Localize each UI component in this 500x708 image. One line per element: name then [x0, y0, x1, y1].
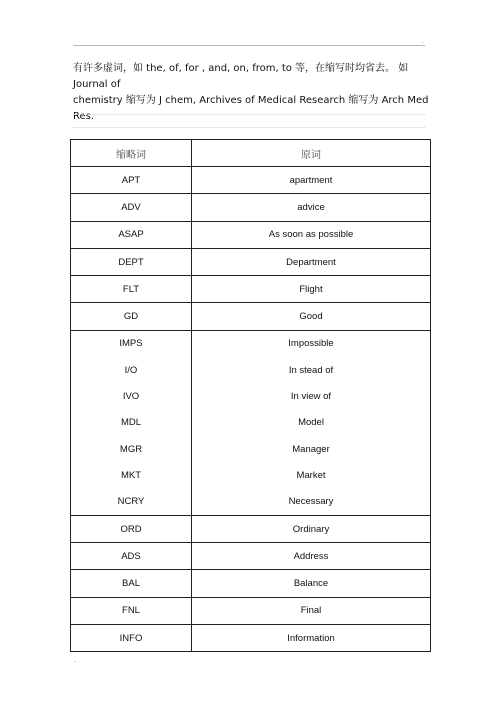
orig-cell: Final [192, 597, 431, 624]
orig-cell: Impossible [192, 330, 431, 357]
orig-cell: Necessary [192, 489, 431, 516]
abbr-cell: NCRY [71, 489, 192, 516]
orig-cell: apartment [192, 167, 431, 194]
orig-cell: In stead of [192, 357, 431, 383]
abbr-cell: DEPT [71, 248, 192, 275]
table-row [71, 194, 431, 221]
table-row [71, 489, 431, 516]
orig-cell: Address [192, 543, 431, 570]
orig-cell: Information [192, 625, 431, 652]
table-row [71, 570, 431, 597]
abbr-cell: MGR [71, 436, 192, 462]
abbreviation-table [70, 139, 431, 652]
abbr-cell: IVO [71, 383, 192, 409]
abbr-cell: ORD [71, 515, 192, 542]
abbr-cell: BAL [71, 570, 192, 597]
abbr-cell: ADV [71, 194, 192, 221]
orig-cell: advice [192, 194, 431, 221]
intro-paragraph [73, 61, 433, 125]
abbr-cell: ADS [71, 543, 192, 570]
table-row [71, 357, 431, 383]
table-row [71, 330, 431, 357]
table-row [71, 383, 431, 409]
orig-cell: Flight [192, 276, 431, 303]
table-row [71, 248, 431, 275]
footer-mark: . [74, 657, 76, 664]
orig-cell: Manager [192, 436, 431, 462]
table-row [71, 462, 431, 488]
dotted-separator [73, 114, 425, 115]
header-orig: 原词 [192, 140, 431, 167]
table-row [71, 515, 431, 542]
abbr-cell: ASAP [71, 221, 192, 248]
abbr-cell: GD [71, 303, 192, 330]
abbr-cell: I/O [71, 357, 192, 383]
orig-cell: Model [192, 410, 431, 436]
corner-mark: . [422, 38, 424, 45]
header-rule [73, 45, 425, 46]
orig-cell: Balance [192, 570, 431, 597]
table-row [71, 543, 431, 570]
abbr-cell: MDL [71, 410, 192, 436]
table-row [71, 625, 431, 652]
header-abbr: 缩略词 [71, 140, 192, 167]
orig-cell: Market [192, 462, 431, 488]
orig-cell: Ordinary [192, 515, 431, 542]
table-header-row [71, 140, 431, 167]
orig-cell: Department [192, 248, 431, 275]
abbr-cell: FNL [71, 597, 192, 624]
orig-cell: As soon as possible [192, 221, 431, 248]
abbr-cell: FLT [71, 276, 192, 303]
abbr-cell: INFO [71, 625, 192, 652]
intro-line-1: 有许多虚词，如 the, of, for , and, on, from, to 等，在缩写时均省去。 如 Journal of [73, 63, 409, 90]
dotted-separator [73, 127, 425, 128]
table-row [71, 436, 431, 462]
table-row [71, 303, 431, 330]
abbr-cell: APT [71, 167, 192, 194]
orig-cell: In view of [192, 383, 431, 409]
table-row [71, 167, 431, 194]
table-row [71, 410, 431, 436]
abbr-cell: IMPS [71, 330, 192, 357]
table-row [71, 221, 431, 248]
intro-line-2: chemistry 缩写为 J chem, Archives of Medical Research 缩写为 Arch Med Res. [73, 95, 429, 122]
orig-cell: Good [192, 303, 431, 330]
table-row [71, 597, 431, 624]
abbr-cell: MKT [71, 462, 192, 488]
table-row [71, 276, 431, 303]
